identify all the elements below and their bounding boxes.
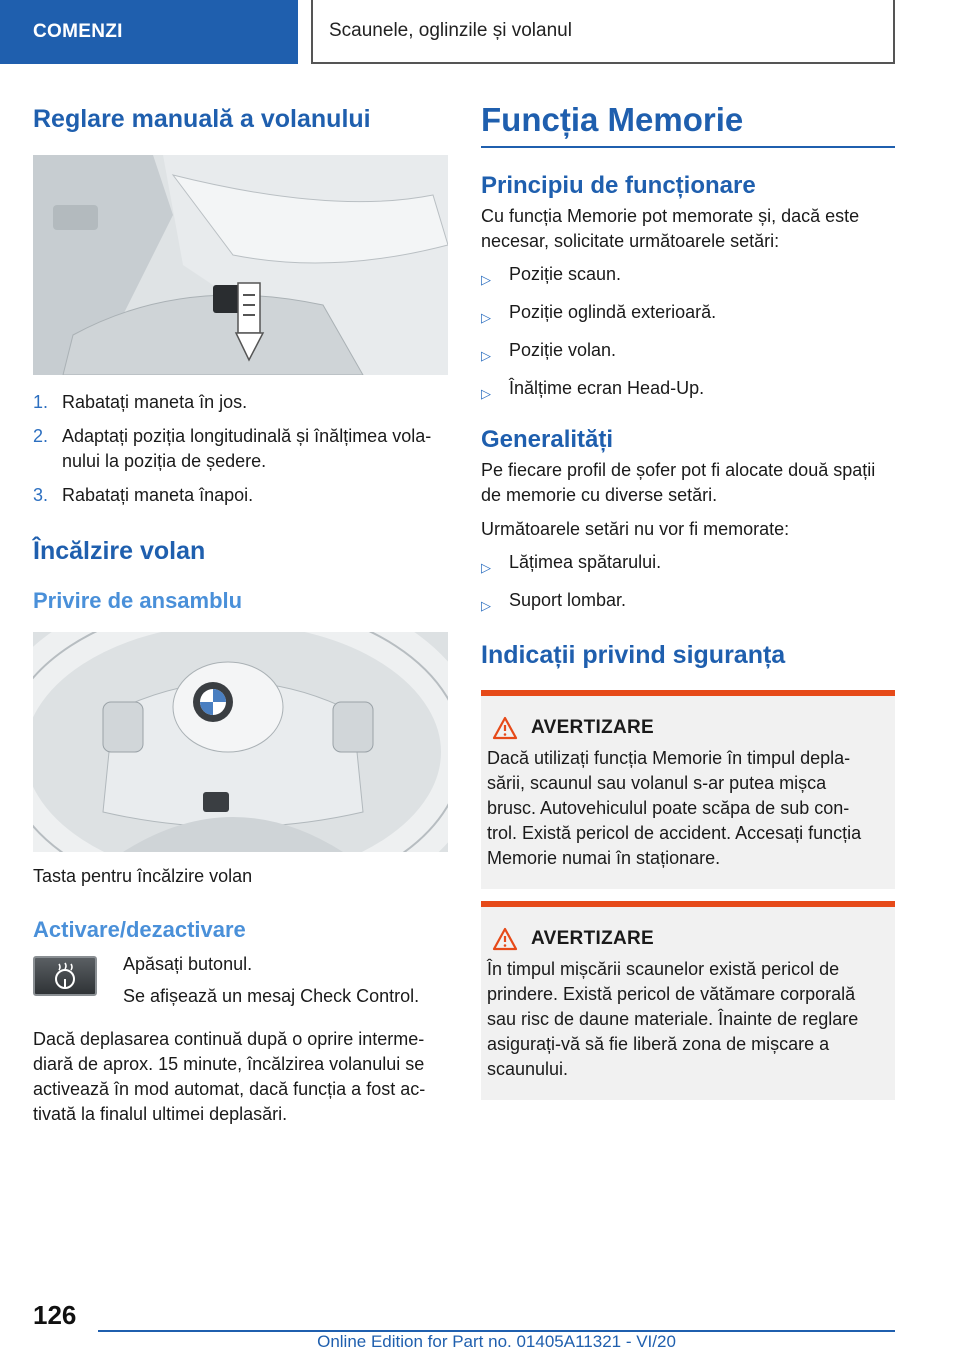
section-label: COMENZI [33,21,123,42]
list-triangle-icon: ▷ [481,559,491,575]
warning-box-1 [481,690,895,889]
list-item: ▷ Poziție volan. [481,338,895,368]
step-number: 3. [33,485,49,505]
right-column [481,100,895,1100]
heating-title: Încălzire volan [33,537,206,565]
manual-adjust-title: Reglare manuală a volanului [33,105,371,133]
warning-title: AVERTIZARE [531,716,654,738]
list-triangle-icon: ▷ [481,309,491,325]
page-number: 126 [33,1300,77,1330]
steering-wheel-illustration [33,632,448,852]
principle-text: Cu funcția Memorie pot memorate și, dacă este necesar, solicitate următoarele setări: [481,205,860,251]
chapter-label: Scaunele, oglinzile și volanul [329,20,572,41]
activation-text [123,952,419,1009]
general-title: Generalități [481,425,614,453]
list-item: ▷ Suport lombar. [481,588,895,618]
list-triangle-icon: ▷ [481,271,491,287]
general-list [481,550,895,618]
step-text: Adaptați poziția longitudinală și înălțimea vola- nului la poziția de ședere. [62,426,432,471]
activation-title: Activare/dezactivare [33,917,246,943]
warning-triangle-icon [487,927,523,951]
step-text: Rabatați maneta în jos. [62,392,248,412]
warning-text: Dacă utilizați funcția Memorie în timpul depla- sării, scaunul sau volanul s-ar putea mișca brusc. Autovehiculul poate scăpa de sub con- trol. Există pericol de accident. Accesați funcția Memorie numai în staționare. [487,747,862,868]
lever-illustration-svg [33,155,448,375]
list-item: ▷ Poziție scaun. [481,262,895,292]
heating-paragraph: Dacă deplasarea continuă după o oprire interme- diară de aprox. 15 minute, încălzirea volanului se activează în mod automat, dacă funcția a fost ac- tivată la finalul ultimei deplasări. [33,1028,426,1124]
step-1 [33,390,448,415]
warning-text: În timpul mișcării scaunelor există pericol de prindere. Există pericol de vătămare corporală sau risc de daune materiale. Înainte de reglare asigurați-vă să fie liberă zona de mișcare a scaunului. [487,958,859,1079]
warning-title: AVERTIZARE [531,927,654,949]
general-text: Pe fiecare profil de șofer pot fi alocate două spații de memorie cu diverse setări. [481,459,876,505]
edition-text: Online Edition for Part no. 01405A11321 - VI/20 [317,1332,676,1351]
memory-title: Funcția Memorie [481,100,895,148]
safety-title: Indicații privind siguranța [481,640,786,669]
list-item: ▷ Lățimea spătarului. [481,550,895,580]
step-number: 2. [33,426,49,446]
step-number: 1. [33,392,49,412]
list-item: ▷ Poziție oglindă exterioară. [481,300,895,330]
general-text-2: Următoarele setări nu vor fi memorate: [481,518,790,539]
warning-box-2 [481,901,895,1100]
steering-heating-button-icon [33,956,97,996]
principle-list [481,262,895,406]
chapter-header [311,0,895,64]
step-text: Rabatați maneta înapoi. [62,485,254,505]
activation-line-1: Apăsați butonul. [123,953,253,974]
steering-wheel-svg [33,632,448,852]
list-triangle-icon: ▷ [481,385,491,401]
list-triangle-icon: ▷ [481,347,491,363]
overview-title: Privire de ansamblu [33,588,243,613]
image-caption: Tasta pentru încălzire volan [33,866,253,887]
warning-triangle-icon [487,716,523,740]
section-tab [0,0,298,64]
steering-column-lever-illustration [33,155,448,375]
list-item: ▷ Înălțime ecran Head-Up. [481,376,895,406]
step-list [33,390,448,508]
principle-title: Principiu de funcționare [481,171,756,199]
step-3 [33,483,448,508]
left-column [33,100,448,1127]
activation-block [33,952,448,1009]
list-triangle-icon: ▷ [481,597,491,613]
activation-line-2: Se afișează un mesaj Check Control. [123,985,420,1006]
step-2 [33,424,448,474]
